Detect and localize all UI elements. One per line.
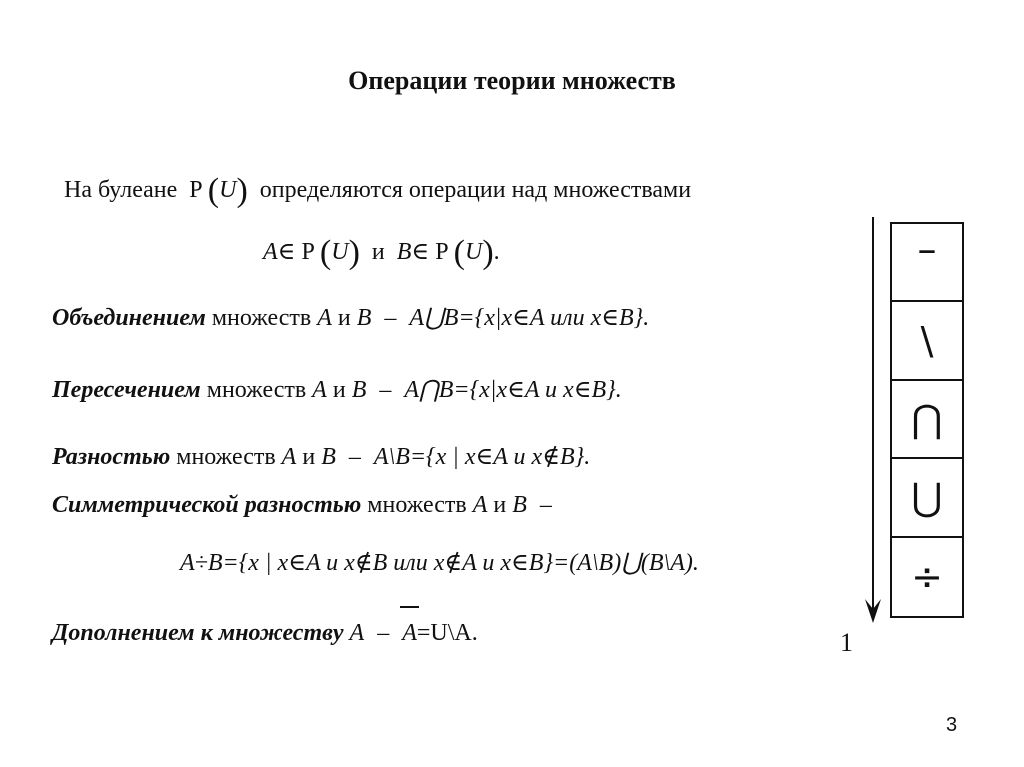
complement-dash: – [377,620,390,646]
union-and: и [337,305,351,331]
op-union-symbol: ⋃ [911,475,943,520]
cond-P-2: P [435,239,448,265]
symmetric-formula-line [180,548,699,577]
paren-close-2: ) [482,234,494,271]
complement-a: A [349,620,365,646]
universe-U: U [219,177,237,203]
intro-rest: определяются операции над множествами [259,177,692,203]
page-title: Операции теории множеств [348,66,676,95]
symmetric-b: B [512,492,527,518]
intersection-definition [52,375,622,404]
cond-and: и [371,239,385,265]
elem-symbol-2: ∈ [411,239,430,265]
cond-a: A [263,239,278,265]
difference-term: Разностью [52,444,171,470]
elem-symbol: ∈ [277,239,296,265]
intersection-b: B [351,377,367,403]
intersection-formula: A⋂B={x|x∈A и x∈B}. [404,377,622,403]
symmetric-text: множеств [367,492,467,518]
paren-open: ( [207,172,220,209]
op-symdiff-cell [892,538,962,616]
paren-open: ( [319,234,332,271]
difference-text: множеств [176,444,276,470]
page-number: 3 [946,714,958,736]
complement-definition [52,620,478,647]
intro-line [64,174,691,208]
paren-open-2: ( [453,234,465,271]
intersection-term: Пересечением [52,377,201,403]
union-formula: A⋃B={x|x∈A или x∈B}. [409,305,650,331]
cond-end: . [493,239,500,265]
op-intersection-symbol: ⋂ [911,396,943,441]
intro-text: На булеане [64,177,178,203]
cond-U-2: U [464,239,483,265]
boolean-P: P [189,177,202,203]
union-a: A [317,305,332,331]
difference-a: A [281,444,297,470]
op-intersection-cell [892,381,962,459]
operations-table [890,222,964,618]
paren-close: ) [236,172,248,209]
difference-dash: – [348,444,361,470]
op-complement-symbol: – [917,227,937,271]
union-term: Объединением [52,305,206,331]
intersection-and: и [332,377,346,403]
difference-and: и [302,444,316,470]
cond-b: B [396,239,412,265]
cond-U: U [331,239,349,265]
symmetric-term: Симметрической разностью [52,492,362,518]
op-difference-cell [892,302,962,380]
cond-P: P [301,239,314,265]
difference-b: B [321,444,336,470]
difference-formula: A\B={x | x∈A и x∉B}. [373,444,591,470]
op-complement-cell [892,224,962,302]
symmetric-dash: – [539,492,552,518]
complement-abar: A [402,620,417,646]
union-dash: – [384,305,397,331]
symmetric-a: A [472,492,488,518]
intersection-dash: – [379,377,392,403]
condition-line [263,236,500,270]
symmetric-definition [52,492,559,519]
op-symdiff-symbol: ÷ [911,554,943,599]
intersection-text: множеств [206,377,307,403]
op-difference-symbol: \ [920,318,934,363]
symmetric-and: и [493,492,507,518]
paren-close: ) [348,234,360,271]
op-union-cell [892,459,962,537]
complement-term: Дополнением к множеству [52,620,344,646]
intersection-a: A [312,377,327,403]
complement-formula: =U\A. [416,620,478,646]
difference-definition [52,442,590,471]
union-definition [52,303,649,332]
precedence-arrow [858,215,888,625]
union-text: множеств [211,305,312,331]
symmetric-formula: A÷B={x | x∈A и x∉B или x∉A и x∈B}=(A\B)⋃(B\A). [180,550,699,576]
order-label: 1 [840,628,853,657]
union-b: B [356,305,372,331]
